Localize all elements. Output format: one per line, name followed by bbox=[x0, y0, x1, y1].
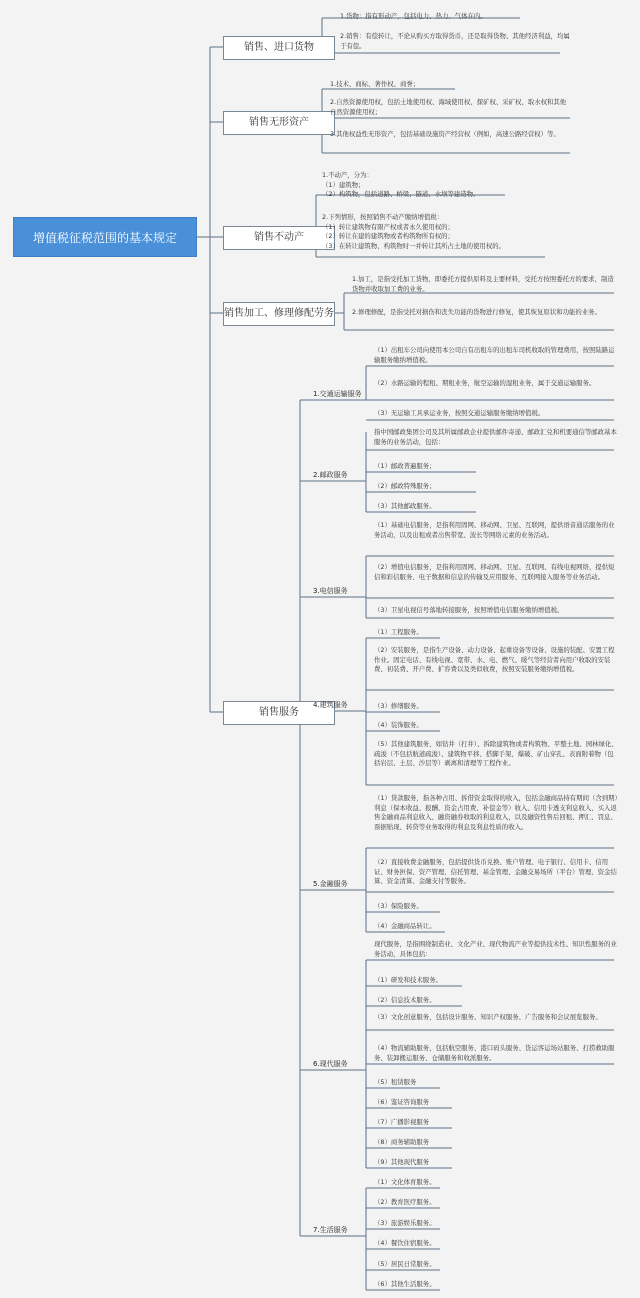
leaf-item: （4）物流辅助服务，包括航空服务、港口码头服务、货运客运场站服务、打捞救助服务、装卸搬运服务、仓储服务和收派服务。 bbox=[374, 1044, 615, 1062]
leaf-item: （6）其他生活服务。 bbox=[374, 1280, 436, 1288]
leaf-item: （2）教育医疗服务。 bbox=[374, 1198, 436, 1206]
leaf-item: （6）鉴证咨询服务 bbox=[374, 1098, 430, 1106]
leaf-item: （1）研发和技术服务。 bbox=[374, 976, 442, 984]
branch-processing-repair[interactable]: 销售加工、修理修配劳务 bbox=[223, 302, 335, 326]
leaf-real-estate-types: 1.不动产，分为： （1）建筑物； （2）构筑物，包括道路、桥梁、隧道、水坝等建造物。 bbox=[322, 171, 480, 198]
sub-construction[interactable]: 4.建筑服务 bbox=[313, 701, 348, 709]
leaf-processing: 1.加工，是指受托加工货物，即委托方提供原料及主要材料，受托方按照委托方的要求，制造货物并收取加工费的业务。 bbox=[352, 275, 614, 293]
branch-sales-import-goods[interactable]: 销售、进口货物 bbox=[223, 36, 335, 60]
leaf-item: （1）出租车公司向使用本公司自有出租车的出租车司机收取的管理费用，按照陆路运输服务缴纳增值税。 bbox=[374, 346, 615, 364]
leaf-item: （4）金融商品转让。 bbox=[374, 922, 436, 930]
leaf-item: （3）修缮服务。 bbox=[374, 702, 423, 710]
leaf-item: （5）其他建筑服务，如钻井（打井）、拆除建筑物或者构筑物、平整土地、园林绿化、疏浚（不包括航道疏浚）、建筑物平移、搭脚手架、爆破、矿山穿孔、表面附着物（包括岩层、土层、沙层等）剥离和清理等工程作业。 bbox=[374, 740, 618, 767]
leaf-item: （3）文化创意服务，包括设计服务、知识产权服务、广告服务和会议展览服务。 bbox=[374, 1013, 602, 1021]
sub-modern[interactable]: 6.现代服务 bbox=[313, 1060, 348, 1068]
leaf-item: （1）工程服务。 bbox=[374, 628, 423, 636]
leaf-item: （2）直接收费金融服务，包括提供货币兑换、账户管理、电子银行、信用卡、信用证、财务担保、资产管理、信托管理、基金管理、金融交易场所（平台）管理、资金结算、资金清算、金融支付等服务。 bbox=[374, 858, 617, 885]
leaf-item: （1）贷款服务，指各种占用、拆借资金取得的收入，包括金融商品持有期间（含到期）利息（保本收益、报酬、资金占用费、补偿金等）收入、信用卡透支利息收入、买入返售金融商品利息收入、融资融券收取的利息收入，以及融资性售后回租、押汇、罚息、票据贴现、转贷等业务取得的利息及利息性质的收入。 bbox=[374, 794, 618, 831]
leaf-item: （2）水路运输的程租、期租业务，航空运输的湿租业务，属于交通运输服务。 bbox=[374, 379, 596, 387]
root-topic[interactable]: 增值税征税范围的基本规定 bbox=[13, 217, 197, 257]
leaf-repair: 2.修理修配，是指受托对损伤和丧失功能的货物进行修复，使其恢复原状和功能的业务。 bbox=[352, 308, 601, 316]
leaf-item: （3）旅游娱乐服务。 bbox=[374, 1219, 436, 1227]
leaf-item: （1）邮政普遍服务； bbox=[374, 462, 436, 470]
leaf-item: （5）居民日常服务。 bbox=[374, 1260, 436, 1268]
leaf-item: （2）邮政特殊服务； bbox=[374, 482, 436, 490]
leaf-item: 指中国邮政集团公司及其所属邮政企业提供邮件寄递、邮政汇兑和机要通信等邮政基本服务的业务活动，包括： bbox=[374, 428, 617, 446]
sub-finance[interactable]: 5.金融服务 bbox=[313, 880, 348, 888]
leaf-item: （7）广播影视服务 bbox=[374, 1118, 430, 1126]
branch-services[interactable]: 销售服务 bbox=[223, 701, 335, 725]
sub-life[interactable]: 7.生活服务 bbox=[313, 1226, 348, 1234]
leaf-item: （1）基础电信服务，是指利用固网、移动网、卫星、互联网，提供语音通话服务的业务活动，以及出租或者出售带宽、波长等网络元素的业务活动。 bbox=[374, 521, 615, 539]
leaf-item: （3）其他邮政服务。 bbox=[374, 502, 436, 510]
sub-telecom[interactable]: 3.电信服务 bbox=[313, 587, 348, 595]
sub-postal[interactable]: 2.邮政服务 bbox=[313, 471, 348, 479]
leaf-real-estate-cases: 2.下列情形，按照销售不动产缴纳增值税： （1）转让建筑物有限产权或者永久使用权的； （2）转让在建的建筑物或者构筑物所有权的； （3）在转让建筑物、构筑物时一并转让其所占土地的使用权的。 bbox=[322, 213, 506, 250]
leaf-equity-intangibles: 3.其他权益性无形资产，包括基础设施资产经营权（例如，高速公路经营权）等。 bbox=[330, 130, 560, 138]
leaf-item: （8）商务辅助服务 bbox=[374, 1138, 430, 1146]
leaf-item: 现代服务，是指围绕制造业、文化产业、现代物流产业等提供技术性、知识性服务的业务活动，具体包括： bbox=[374, 940, 617, 958]
leaf-sales-definition: 2.销售：有偿转让，不论从购买方取得货币，还是取得货物、其他经济利益，均属于有偿。 bbox=[340, 32, 570, 50]
leaf-item: （3）卫星电视信号落地转接服务，按照增值电信服务缴纳增值税。 bbox=[374, 606, 564, 614]
leaf-goods-definition: 1.货物：指有形动产，包括电力、热力、气体在内。 bbox=[340, 12, 487, 20]
leaf-item: （3）无运输工具承运业务，按照交通运输服务缴纳增值税。 bbox=[374, 409, 545, 417]
leaf-item: （4）装饰服务。 bbox=[374, 721, 423, 729]
leaf-item: （9）其他现代服务 bbox=[374, 1158, 430, 1166]
branch-intangible-assets[interactable]: 销售无形资产 bbox=[223, 111, 335, 135]
leaf-item: （5）租赁服务 bbox=[374, 1078, 417, 1086]
sub-transport[interactable]: 1.交通运输服务 bbox=[313, 390, 362, 398]
leaf-item: （3）保险服务。 bbox=[374, 902, 423, 910]
leaf-item: （2）安装服务，是指生产设备、动力设备、起重设备等设备、设施的装配、安置工程作业。固定电话、有线电视、宽带、水、电、燃气、暖气等经营者向用户收取的安装费、初装费、开户费、扩容费以及类似收费，按照安装服务缴纳增值税。 bbox=[374, 646, 615, 673]
leaf-item: （2）信息技术服务。 bbox=[374, 996, 436, 1004]
leaf-natural-resources: 2.自然资源使用权，包括土地使用权、海域使用权、探矿权、采矿权、取水权和其他自然资源使用权； bbox=[330, 98, 567, 116]
leaf-item: （1）文化体育服务。 bbox=[374, 1178, 436, 1186]
leaf-item: （2）增值电信服务，是指利用固网、移动网、卫星、互联网、有线电视网络，提供短信和彩信服务、电子数据和信息的传输及应用服务、互联网接入服务等业务活动。 bbox=[374, 563, 615, 581]
leaf-item: （4）餐饮住宿服务。 bbox=[374, 1239, 436, 1247]
leaf-tech-trademark: 1.技术、商标、著作权、商誉； bbox=[330, 80, 420, 88]
branch-real-estate[interactable]: 销售不动产 bbox=[223, 226, 335, 250]
